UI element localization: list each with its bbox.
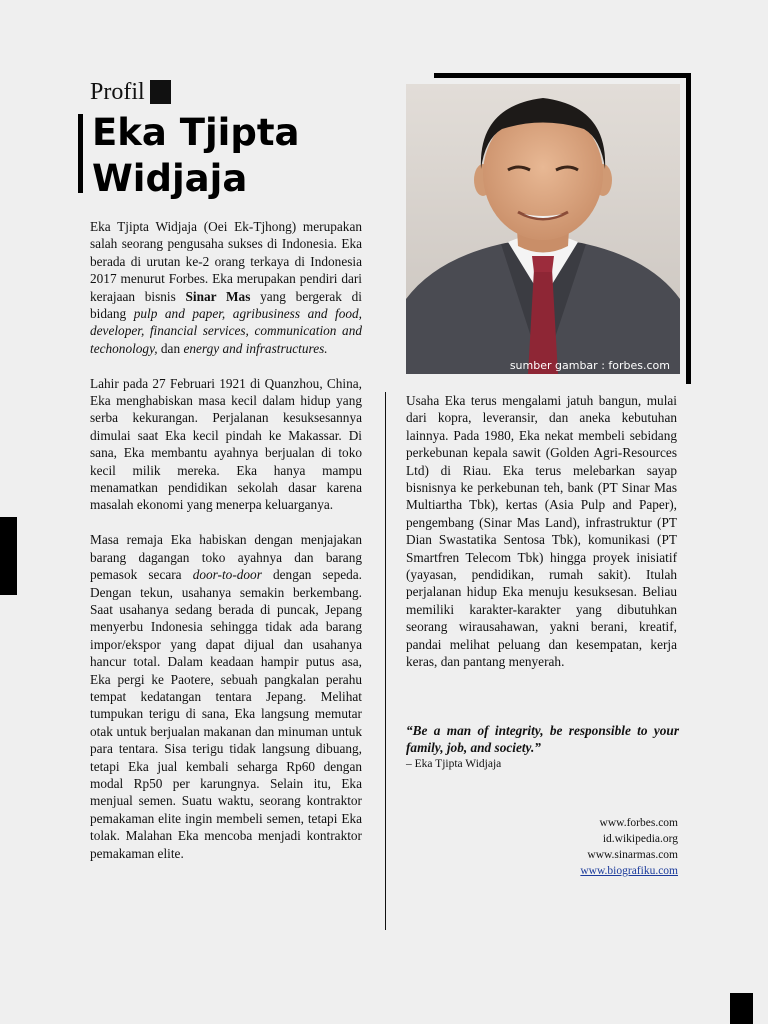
page-title [92, 110, 299, 202]
section-kicker [90, 78, 171, 106]
intro-text-3: dan [157, 340, 184, 356]
intro-paragraph [90, 218, 362, 357]
youth-paragraph [90, 531, 362, 862]
company-name: Sinar Mas [185, 288, 251, 304]
quote-text: “Be a man of integrity, be responsible to your family, job, and society.” [406, 723, 679, 756]
photo-frame-right [686, 73, 691, 384]
source-forbes: www.forbes.com [599, 817, 678, 829]
youth-text-2: dengan sepeda. Dengan tekun, usahanya semakin berkembang. Saat usahanya sedang berada di puncak, Jepang menyerbu Indonesia sehingga tidak ada barang impor/ekspor yang dapat dijual dan usahanya hancur total. Dalam keadaan hampir putus asa, Eka pergi ke Paotere, sebuah pangkalan perahu tempat kedatangan tentara Jepang. Melihat tumpukan terigu di sana, Eka langsung memutar otak untuk berjualan makanan dan minuman untuk para tentara. Sisa terigu tidak langsung dibuang, tetapi Eka jual kembali seharga Rp60 dengan modal Rp50 per karungnya. Selain itu, Eka menjual semen. Suatu waktu, seorang kontraktor pemakaman elite ingin membeli semen, tetapi Eka tolak. Malahan Eka mencoba menjadi kontraktor pemakaman elite. [90, 567, 363, 861]
corner-marker [730, 993, 753, 1024]
intro-sectors-2: energy and infrastructures. [183, 340, 328, 356]
intro-text-2: yang bergerak di bidang [90, 288, 362, 322]
portrait-image [406, 84, 680, 374]
quote-author: – Eka Tjipta Widjaja [406, 758, 502, 770]
source-wikipedia: id.wikipedia.org [602, 833, 678, 845]
title-line-1: Eka Tjipta [92, 111, 300, 154]
right-column [406, 392, 677, 671]
early-life-paragraph: Lahir pada 27 Februari 1921 di Quanzhou, China, Eka menghabiskan masa kecil dalam hidup yang serba kekurangan. Perjalanan kesuksesannya dimulai saat Eka kecil pindah ke Makassar. Di sana, Eka membantu ayahnya berjualan di toko kecil milik mereka. Eka hanya mampu menamatkan pendidikan sekolah dasar karena masalah ekonomi yang menerpa keluarganya. [90, 375, 362, 513]
title-line-2: Widjaja [92, 157, 248, 200]
source-list [580, 815, 678, 879]
left-column [90, 218, 362, 862]
kicker-label: Profil [90, 79, 145, 105]
photo-caption: sumber gambar : forbes.com [509, 359, 670, 372]
title-rule [78, 114, 83, 193]
column-divider [385, 392, 386, 930]
youth-italic: door-to-door [192, 567, 262, 583]
intro-sectors-1: pulp and paper, agribusiness and food, developer, financial services, communication and techonology, [90, 306, 363, 356]
source-sinarmas: www.sinarmas.com [587, 849, 678, 861]
photo-frame-top [434, 73, 691, 78]
business-paragraph: Usaha Eka terus mengalami jatuh bangun, mulai dari kopra, leveransir, dan aneka kebutuhan lainnya. Pada 1980, Eka nekat membeli sebidang perkebunan kepala sawit (Golden Agri-Resources Ltd) di Riau. Eka terus melebarkan sayap bisnisnya ke perkebunan teh, bank (PT Sinar Mas Multiartha Tbk), kertas (Asia Pulp and Paper), pengembang (Sinar Mas Land), infrastruktur (PT Dian Swastatika Sentosa Tbk), komunikasi (PT Smartfren Telecom Tbk) hingga proyek inisiatif (yayasan, pendidikan, rumah sakit). Itulah perjalanan hidup Eka menuju kesuksesan. Beliau memiliki karakter-karakter yang dibutuhkan seorang wirausahawan, yakni berani, kreatif, pandai melihat peluang dan kesempatan, kerja keras, dan pantang menyerah. [406, 393, 677, 670]
youth-text-1: Masa remaja Eka habiskan dengan menjajakan barang dagangan toko ayahnya dan barang pemasok secara [90, 532, 362, 583]
intro-text-1: Eka Tjipta Widjaja (Oei Ek-Tjhong) merupakan salah seorang pengusaha sukses di Indonesia. Eka berada di urutan ke-2 orang terkaya di Indonesia 2017 menurut Forbes. Eka merupakan pendiri dari kerajaan bisnis [90, 219, 362, 304]
side-marker [0, 517, 17, 595]
source-biografiku-link[interactable]: www.biografiku.com [580, 865, 678, 877]
portrait-photo [406, 84, 680, 374]
kicker-square-icon [150, 80, 171, 104]
